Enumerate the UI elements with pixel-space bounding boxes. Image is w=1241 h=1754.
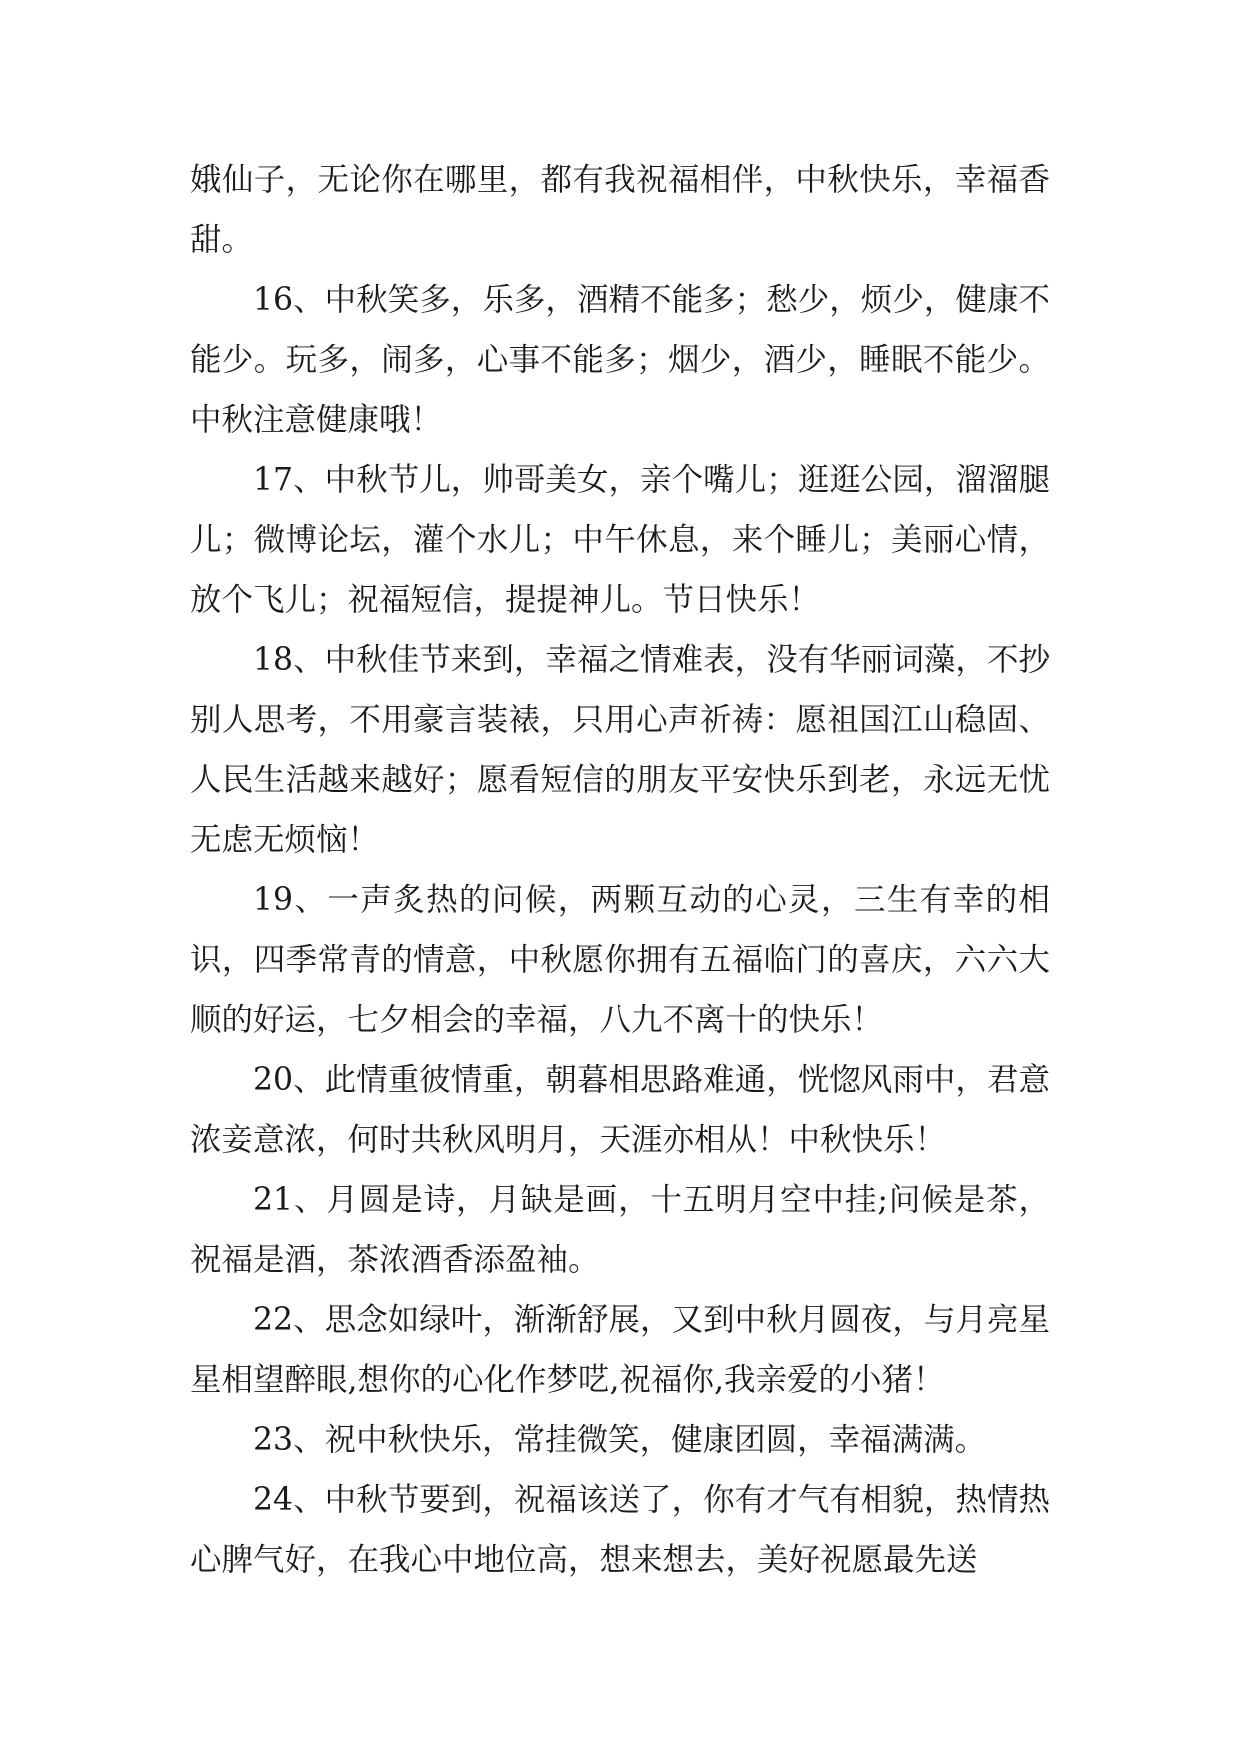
paragraph-24: 24、中秋节要到，祝福该送了，你有才气有相貌，热情热心脾气好，在我心中地位高，想来想去，美好祝愿最先送 [190,1482,1050,1578]
paragraph-17: 17、中秋节儿，帅哥美女，亲个嘴儿；逛逛公园，溜溜腿儿；微博论坛，灌个水儿；中午休息，来个睡儿；美丽心情，放个飞儿；祝福短信，提提神儿。节日快乐！ [190,462,1050,618]
paragraph-19: 19、一声炙热的问候，两颗互动的心灵，三生有幸的相识，四季常青的情意，中秋愿你拥有五福临门的喜庆，六六大顺的好运，七夕相会的幸福，八九不离十的快乐！ [190,882,1050,1038]
paragraph-18: 18、中秋佳节来到，幸福之情难表，没有华丽词藻，不抄别人思考，不用豪言装裱，只用心声祈祷：愿祖国江山稳固、人民生活越来越好；愿看短信的朋友平安快乐到老，永远无忧无虑无烦恼！ [190,642,1050,858]
paragraph-16: 16、中秋笑多，乐多，酒精不能多；愁少，烦少，健康不能少。玩多，闹多，心事不能多；烟少，酒少，睡眠不能少。中秋注意健康哦！ [190,282,1050,438]
paragraph-continued: 娥仙子，无论你在哪里，都有我祝福相伴，中秋快乐，幸福香甜。 [190,162,1050,258]
paragraph-20: 20、此情重彼情重，朝暮相思路难通，恍惚风雨中，君意浓妾意浓，何时共秋风明月，天涯亦相从！中秋快乐！ [190,1062,1050,1158]
paragraph-21: 21、月圆是诗，月缺是画，十五明月空中挂;问候是茶，祝福是酒，茶浓酒香添盈袖。 [190,1182,1050,1278]
document-page [190,150,1050,1590]
paragraph-23: 23、祝中秋快乐，常挂微笑，健康团圆，幸福满满。 [253,1422,987,1458]
paragraph-22: 22、思念如绿叶，渐渐舒展，又到中秋月圆夜，与月亮星星相望醉眼,想你的心化作梦呓,祝福你,我亲爱的小猪！ [190,1302,1050,1398]
